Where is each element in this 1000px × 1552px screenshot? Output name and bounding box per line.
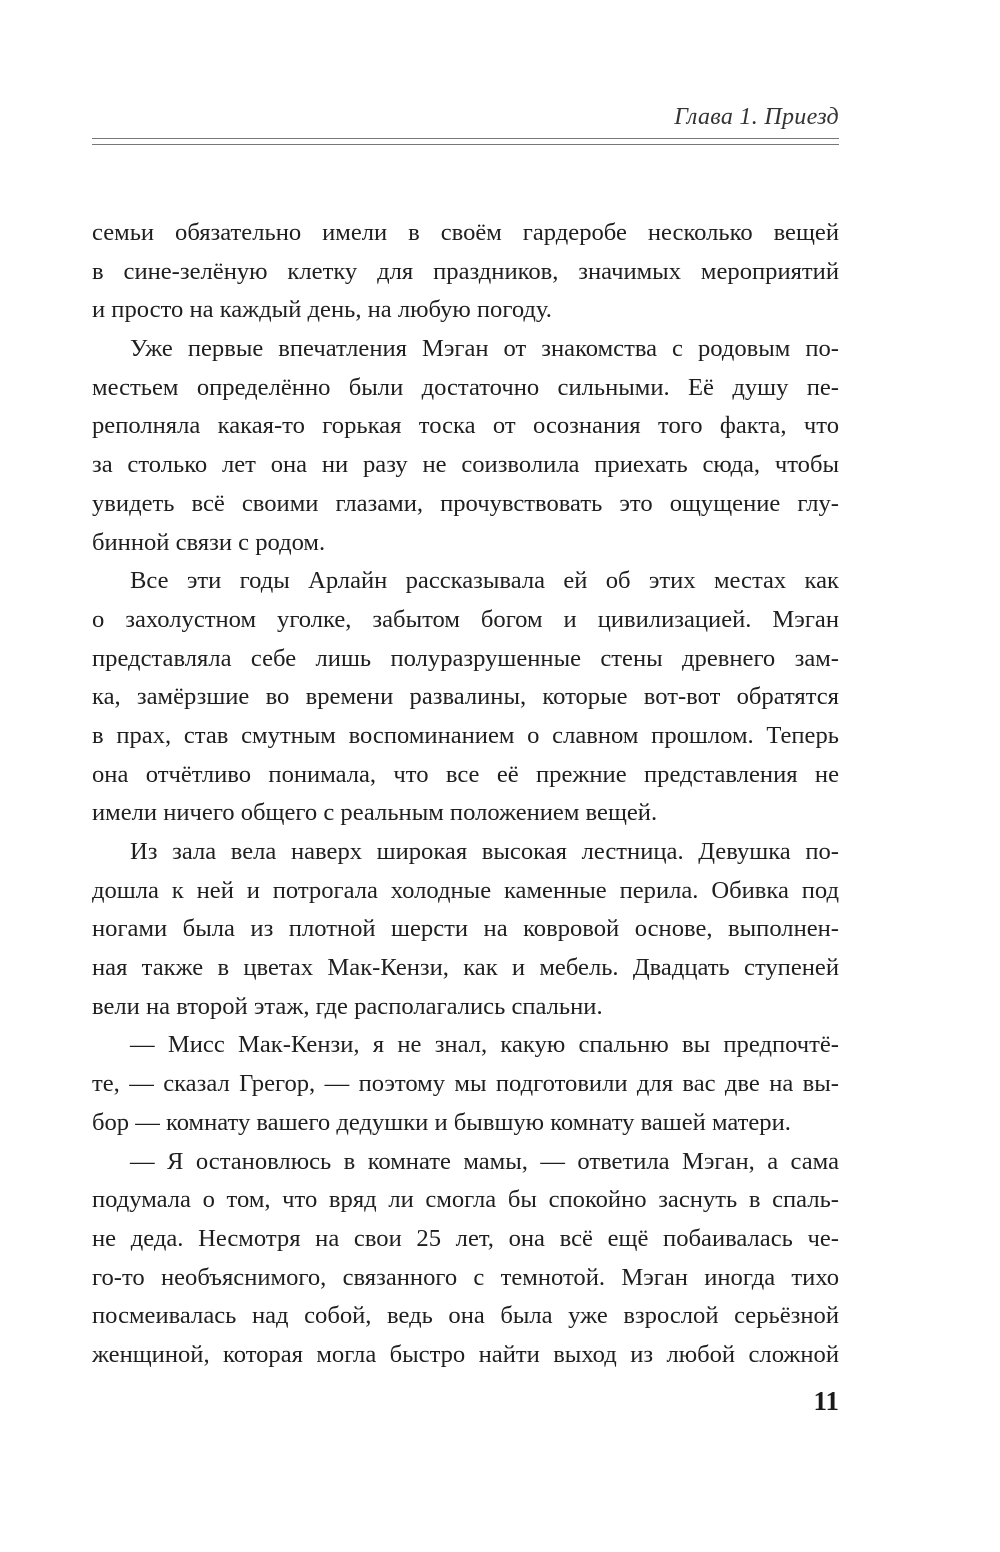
text-line: и просто на каждый день, на любую погоду.	[92, 296, 552, 324]
text-line: бинной связи с родом.	[92, 528, 326, 556]
text-line: увидеть всё своими глазами, прочувствовать это ощущение глу-	[92, 489, 839, 517]
text-line: подумала о том, что вряд ли смогла бы спокойно заснуть в спаль-	[92, 1186, 839, 1214]
text-line: ногами была из плотной шерсти на ковровой основе, выполнен-	[92, 915, 839, 943]
text-line: она отчётливо понимала, что все её прежние представления не	[92, 760, 839, 788]
text-line: женщиной, которая могла быстро найти выход из любой сложной	[92, 1340, 839, 1368]
header-double-rule	[92, 138, 839, 145]
text-line: вели на второй этаж, где располагались спальни.	[92, 992, 603, 1020]
text-line: не деда. Несмотря на свои 25 лет, она всё ещё побаивалась че-	[92, 1224, 839, 1252]
text-line: в сине-зелёную клетку для праздников, значимых мероприятий	[92, 257, 839, 285]
text-line: о захолустном уголке, забытом богом и цивилизацией. Мэган	[92, 605, 839, 633]
text-line: Все эти годы Арлайн рассказывала ей об этих местах как	[130, 567, 839, 595]
text-line: семьи обязательно имели в своём гардеробе несколько вещей	[92, 219, 839, 246]
text-line: ка, замёрзшие во времени развалины, которые вот-вот обратятся	[92, 683, 839, 711]
text-line: — Я остановлюсь в комнате мамы, — ответила Мэган, а сама	[130, 1147, 839, 1175]
text-line: представляла себе лишь полуразрушенные стены древнего зам-	[92, 644, 839, 672]
page-body-text	[92, 214, 839, 1375]
text-line: Уже первые впечатления Мэган от знакомства с родовым по-	[130, 335, 839, 363]
text-line: — Мисс Мак-Кензи, я не знал, какую спальню вы предпочтё-	[130, 1031, 839, 1059]
text-line: за столько лет она ни разу не соизволила приехать сюда, чтобы	[92, 451, 839, 479]
page-number: 11	[813, 1386, 839, 1416]
text-line: посмеивалась над собой, ведь она была уже взрослой серьёзной	[92, 1302, 839, 1330]
text-line: бор — комнату вашего дедушки и бывшую комнату вашей матери.	[92, 1108, 791, 1136]
text-line: реполняла какая-то горькая тоска от осознания того факта, что	[92, 412, 839, 440]
text-line: местьем определённо были достаточно сильными. Её душу пе-	[92, 373, 839, 401]
text-line: ная также в цветах Мак-Кензи, как и мебель. Двадцать ступеней	[92, 954, 839, 982]
text-line: го-то необъяснимого, связанного с темнотой. Мэган иногда тихо	[92, 1263, 839, 1291]
text-line: имели ничего общего с реальным положением вещей.	[92, 799, 658, 827]
text-line: Из зала вела наверх широкая высокая лестница. Девушка по-	[130, 838, 839, 865]
text-line: дошла к ней и потрогала холодные каменные перила. Обивка под	[92, 876, 839, 904]
text-line: в прах, став смутным воспоминанием о славном прошлом. Теперь	[92, 721, 839, 749]
text-line: те, — сказал Грегор, — поэтому мы подготовили для вас две на вы-	[92, 1070, 839, 1098]
running-header-title: Глава 1. Приезд	[674, 104, 839, 130]
